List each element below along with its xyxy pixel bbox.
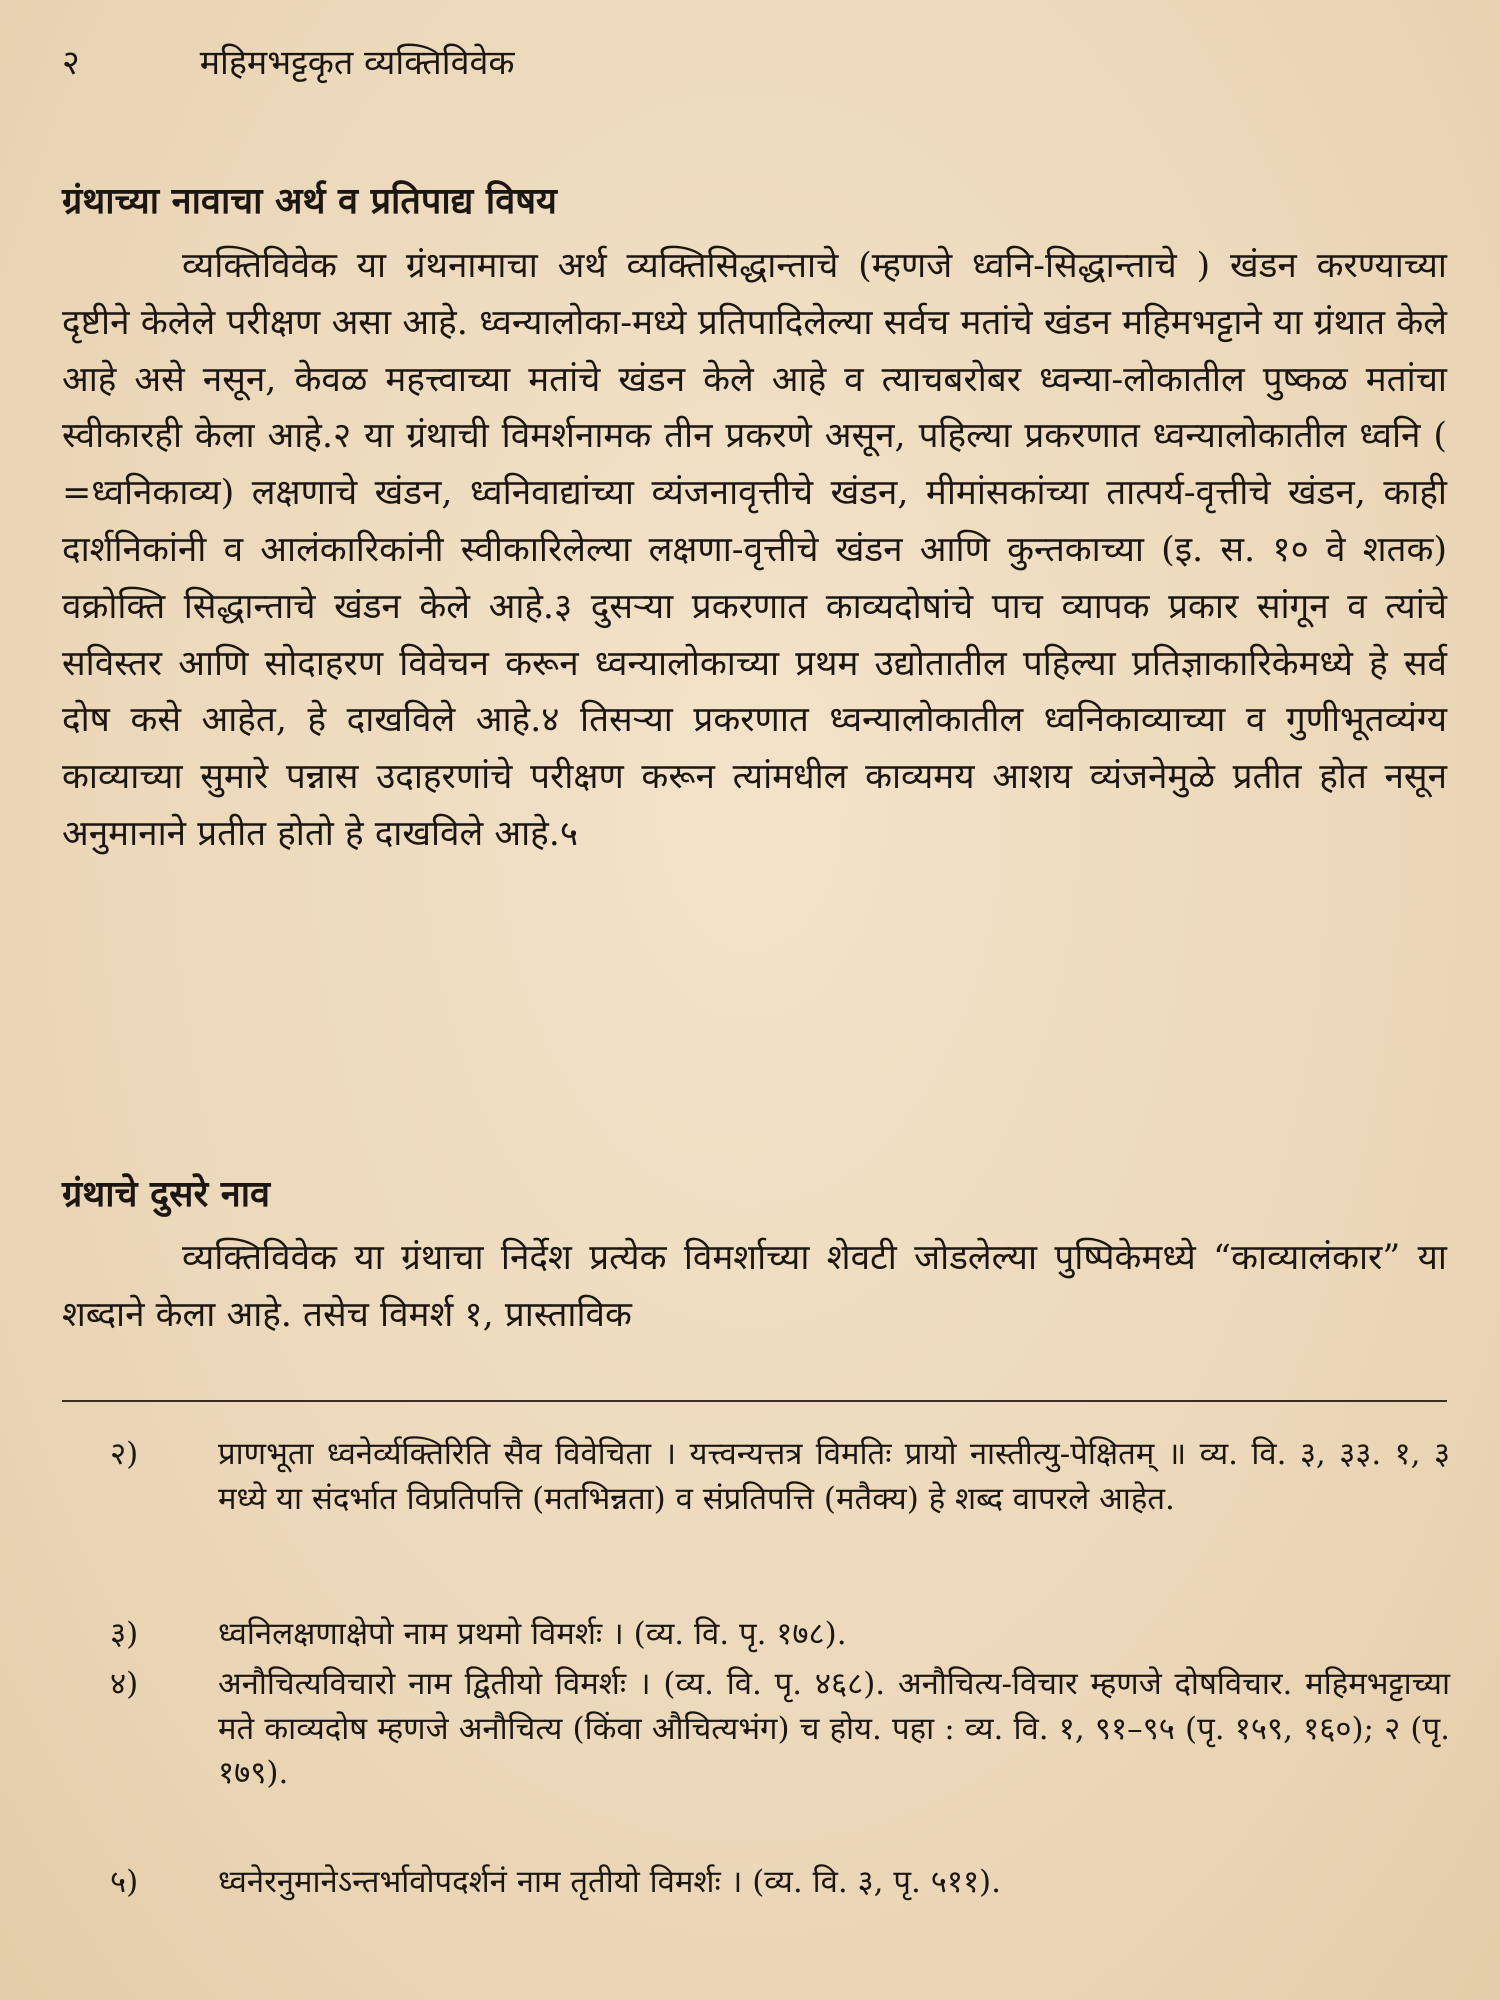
footnote-3 (110, 1612, 1450, 1657)
running-title: महिमभट्टकृत व्यक्तिविवेक (199, 43, 515, 83)
section-paragraph-second-name: व्यक्तिविवेक या ग्रंथाचा निर्देश प्रत्येक विमर्शाच्या शेवटी जोडलेल्या पुष्पिकेमध्ये “काव्यालंकार” या शब्दाने केला आहे. तसेच विमर्श १, प्रास्ताविक (62, 1238, 1447, 1335)
footnote-5 (110, 1860, 1450, 1905)
section-heading-second-name: ग्रंथाचे दुसरे नाव (62, 1173, 271, 1215)
running-header (62, 38, 515, 84)
section-paragraph-title-meaning: व्यक्तिविवेक या ग्रंथनामाचा अर्थ व्यक्तिसिद्धान्ताचे (म्हणजे ध्वनि-सिद्धान्ताचे ) खंडन करण्याच्या दृष्टीने केलेले परीक्षण असा आहे. ध्वन्यालोका-मध्ये प्रतिपादिलेल्या सर्वच मतांचे खंडन महिमभट्टाने या ग्रंथात केले आहे असे नसून, केवळ महत्त्वाच्या मतांचे खंडन केले आहे व त्याचबरोबर ध्वन्या-लोकातील पुष्कळ मतांचा स्वीकारही केला आहे.२ या ग्रंथाची विमर्शनामक तीन प्रकरणे असून, पहिल्या प्रकरणात ध्वन्यालोकातील ध्वनि ( =ध्वनिकाव्य) लक्षणाचे खंडन, ध्वनिवाद्यांच्या व्यंजनावृत्तीचे खंडन, मीमांसकांच्या तात्पर्य-वृत्तीचे खंडन, काही दार्शनिकांनी व आलंकारिकांनी स्वीकारिलेल्या लक्षणा-वृत्तीचे खंडन आणि कुन्तकाच्या (इ. स. १० वे शतक) वक्रोक्ति सिद्धान्ताचे खंडन केले आहे.३ दुसऱ्या प्रकरणात काव्यदोषांचे पाच व्यापक प्रकार सांगून व त्यांचे सविस्तर आणि सोदाहरण विवेचन करून ध्वन्यालोकाच्या प्रथम उद्योतातील पहिल्या प्रतिज्ञाकारिकेमध्ये हे सर्व दोष कसे आहेत, हे दाखविले आहे.४ तिसऱ्या प्रकरणात ध्वन्यालोकातील ध्वनिकाव्याच्या व गुणीभूतव्यंग्य काव्याच्या सुमारे पन्नास उदाहरणांचे परीक्षण करून त्यांमधील काव्यमय आशय व्यंजनेमुळे प्रतीत होत नसून अनुमानाने प्रतीत होतो हे दाखविले आहे.५ (62, 246, 1447, 854)
footnote-number: २) (110, 1436, 139, 1472)
section-heading-title-meaning: ग्रंथाच्या नावाचा अर्थ व प्रतिपाद्य विषय (62, 180, 557, 222)
footnote-text: अनौचित्यविचारो नाम द्वितीयो विमर्शः । (व्य. वि. पृ. ४६८). अनौचित्य-विचार म्हणजे दोषविचार. महिमभट्टाच्या मते काव्यदोष म्हणजे अनौचित्य (किंवा औचित्यभंग) च होय. पहा : व्य. वि. १, ९१–९५ (पृ. १५९, १६०); २ (पृ. १७९). (218, 1666, 1450, 1791)
footnote-number: ३) (110, 1616, 139, 1652)
footnote-4 (110, 1662, 1450, 1796)
page-number: २ (62, 43, 80, 83)
footnote-2 (110, 1432, 1450, 1521)
footnote-text: प्राणभूता ध्वनेर्व्यक्तिरिति सैव विवेचिता । यत्त्वन्यत्तत्र विमतिः प्रायो नास्तीत्यु-पेक्षितम् ॥ व्य. वि. ३, ३३. १, ३ मध्ये या संदर्भात विप्रतिपत्ति (मतभिन्नता) व संप्रतिपत्ति (मतैक्य) हे शब्द वापरले आहेत. (218, 1436, 1450, 1517)
footnote-number: ५) (110, 1864, 139, 1900)
footnote-divider (62, 1400, 1447, 1402)
footnote-number: ४) (110, 1666, 139, 1702)
footnote-text: ध्वनिलक्षणाक्षेपो नाम प्रथमो विमर्शः । (व्य. वि. पृ. १७८). (218, 1616, 847, 1652)
footnote-text: ध्वनेरनुमानेऽन्तर्भावोपदर्शनं नाम तृतीयो विमर्शः । (व्य. वि. ३, पृ. ५११). (218, 1864, 1002, 1900)
